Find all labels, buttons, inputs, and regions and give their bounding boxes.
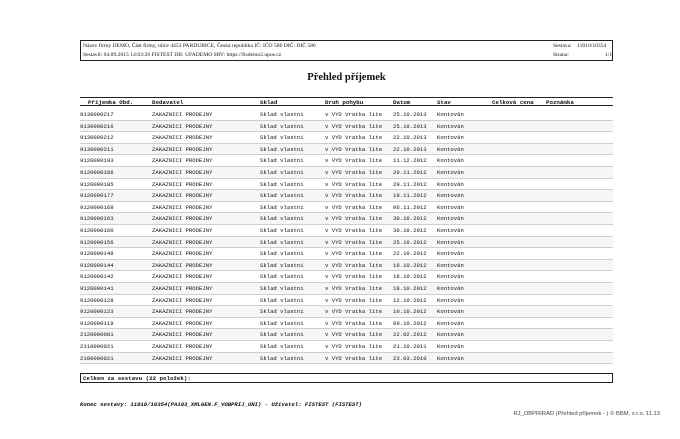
cell-sklad: Sklad vlastni: [260, 215, 304, 223]
cell-datum: 25.10.2013: [393, 111, 427, 118]
table-header: [80, 97, 613, 106]
cell-druh-pohybu: v VYD Vratka lite: [325, 296, 383, 304]
cell-prijemka: 9120000142: [80, 273, 114, 281]
cell-stav: Kontován: [437, 134, 464, 142]
cell-dodavatel: ZAKAZNICI PRODEJNY: [152, 122, 213, 130]
table-row: [80, 179, 613, 191]
cell-prijemka: 9120000123: [80, 308, 114, 316]
cell-datum: 22.10.2013: [393, 145, 427, 153]
table-row: [80, 353, 613, 365]
cell-prijemka: 9120000141: [80, 285, 114, 292]
col-celkova-cena: Celková cena: [492, 98, 534, 106]
cell-druh-pohybu: v VYD Vratka lite: [325, 343, 383, 350]
cell-stav: Kontován: [437, 296, 464, 304]
cell-druh-pohybu: v VYD Vratka lite: [325, 145, 383, 153]
cell-druh-pohybu: v VYD Vratka lite: [325, 111, 383, 118]
cell-druh-pohybu: v VYD Vratka lite: [325, 261, 383, 269]
cell-sklad: Sklad vlastni: [260, 343, 304, 350]
cell-druh-pohybu: v VYD Vratka lite: [325, 180, 383, 188]
report-header: [80, 40, 613, 61]
cell-datum: 22.02.2012: [393, 331, 427, 339]
cell-sklad: Sklad vlastni: [260, 319, 304, 327]
cell-stav: Kontován: [437, 273, 464, 281]
strana-label: Strana:: [553, 52, 569, 58]
cell-druh-pohybu: v VYD Vratka lite: [325, 273, 383, 281]
cell-sklad: Sklad vlastni: [260, 285, 304, 292]
cell-datum: 25.10.2012: [393, 238, 427, 246]
cell-prijemka: 9130000212: [80, 134, 114, 142]
cell-dodavatel: ZAKAZNICI PRODEJNY: [152, 192, 213, 200]
cell-sklad: Sklad vlastni: [260, 250, 304, 258]
cell-prijemka: 9130000216: [80, 122, 114, 130]
cell-sklad: Sklad vlastni: [260, 134, 304, 142]
sestava-value: 11010/10354: [577, 43, 607, 49]
cell-sklad: Sklad vlastni: [260, 203, 304, 211]
cell-stav: Kontován: [437, 343, 464, 350]
sestava-label: Sestava:: [553, 43, 572, 49]
cell-dodavatel: ZAKAZNICI PRODEJNY: [152, 111, 213, 118]
cell-stav: Kontován: [437, 192, 464, 200]
cell-sklad: Sklad vlastni: [260, 296, 304, 304]
cell-dodavatel: ZAKAZNICI PRODEJNY: [152, 273, 213, 281]
cell-stav: Kontován: [437, 319, 464, 327]
cell-prijemka: 9120000148: [80, 250, 114, 258]
cell-dodavatel: ZAKAZNICI PRODEJNY: [152, 134, 213, 142]
cell-prijemka: 9120000160: [80, 227, 114, 234]
cell-druh-pohybu: v VYD Vratka lite: [325, 285, 383, 292]
cell-datum: 19.10.2012: [393, 261, 427, 269]
cell-druh-pohybu: v VYD Vratka lite: [325, 227, 383, 234]
col-poznamka: Poznámka: [546, 98, 574, 106]
cell-stav: Kontován: [437, 285, 464, 292]
cell-sklad: Sklad vlastni: [260, 169, 304, 176]
generated-info: Sestavil: 04.09.2015 14:03:26 FISTEST DB: UFADEMO SRV: https://fisdemo2.upos.cz: [83, 52, 282, 58]
cell-sklad: Sklad vlastni: [260, 157, 304, 165]
table-row: [80, 202, 613, 214]
table-row: [80, 121, 613, 133]
total-label: Celkem za sestavu (22 položek):: [83, 375, 191, 382]
cell-prijemka: 9120000156: [80, 238, 114, 246]
cell-stav: Kontován: [437, 169, 464, 176]
cell-datum: 19.11.2012: [393, 192, 427, 200]
cell-stav: Kontován: [437, 180, 464, 188]
cell-dodavatel: ZAKAZNICI PRODEJNY: [152, 145, 213, 153]
table-row: [80, 329, 613, 341]
table-row: [80, 167, 613, 179]
cell-datum: 23.03.2010: [393, 354, 427, 362]
cell-druh-pohybu: v VYD Vratka lite: [325, 308, 383, 316]
table-row: [80, 144, 613, 156]
cell-dodavatel: ZAKAZNICI PRODEJNY: [152, 238, 213, 246]
cell-druh-pohybu: v VYD Vratka lite: [325, 192, 383, 200]
cell-prijemka: 9120000185: [80, 180, 114, 188]
cell-prijemka: 9130000211: [80, 145, 114, 153]
cell-stav: Kontován: [437, 111, 464, 118]
cell-sklad: Sklad vlastni: [260, 192, 304, 200]
cell-dodavatel: ZAKAZNICI PRODEJNY: [152, 180, 213, 188]
cell-druh-pohybu: v VYD Vratka lite: [325, 250, 383, 258]
cell-datum: 11.12.2012: [393, 157, 427, 165]
cell-dodavatel: ZAKAZNICI PRODEJNY: [152, 203, 213, 211]
table-row: [80, 213, 613, 225]
cell-sklad: Sklad vlastni: [260, 122, 304, 130]
table-row: [80, 271, 613, 283]
cell-prijemka: 2110000021: [80, 343, 114, 350]
cell-stav: Kontován: [437, 215, 464, 223]
cell-dodavatel: ZAKAZNICI PRODEJNY: [152, 354, 213, 362]
cell-druh-pohybu: v VYD Vratka lite: [325, 134, 383, 142]
cell-dodavatel: ZAKAZNICI PRODEJNY: [152, 308, 213, 316]
cell-sklad: Sklad vlastni: [260, 331, 304, 339]
cell-stav: Kontován: [437, 157, 464, 165]
cell-dodavatel: ZAKAZNICI PRODEJNY: [152, 215, 213, 223]
table-row: [80, 132, 613, 144]
cell-stav: Kontován: [437, 238, 464, 246]
table-row: [80, 155, 613, 167]
cell-datum: 12.10.2012: [393, 296, 427, 304]
table-row: [80, 225, 613, 237]
table-row: [80, 318, 613, 330]
col-dodavatel: Dodavatel: [152, 98, 184, 106]
cell-datum: 10.10.2012: [393, 308, 427, 316]
cell-prijemka: 9120000168: [80, 203, 114, 211]
strana-value: 1/1: [605, 52, 613, 58]
cell-dodavatel: ZAKAZNICI PRODEJNY: [152, 319, 213, 327]
cell-sklad: Sklad vlastni: [260, 354, 304, 362]
cell-sklad: Sklad vlastni: [260, 180, 304, 188]
cell-druh-pohybu: v VYD Vratka lite: [325, 354, 383, 362]
cell-datum: 18.10.2012: [393, 273, 427, 281]
cell-datum: 18.10.2012: [393, 285, 427, 292]
table-row: [80, 295, 613, 307]
cell-prijemka: 9120000119: [80, 319, 114, 327]
cell-prijemka: 9120000144: [80, 261, 114, 269]
cell-stav: Kontován: [437, 227, 464, 234]
cell-stav: Kontován: [437, 203, 464, 211]
cell-datum: 29.11.2012: [393, 180, 427, 188]
report-footer-id: RJ_OBPRIRAD (Přehled příjemek - ) © BBM, s.r.o. 11.13: [513, 411, 660, 417]
table-row: [80, 248, 613, 260]
cell-druh-pohybu: v VYD Vratka lite: [325, 157, 383, 165]
cell-stav: Kontován: [437, 250, 464, 258]
cell-dodavatel: ZAKAZNICI PRODEJNY: [152, 250, 213, 258]
table-row: [80, 237, 613, 249]
cell-sklad: Sklad vlastni: [260, 145, 304, 153]
cell-stav: Kontován: [437, 145, 464, 153]
cell-druh-pohybu: v VYD Vratka lite: [325, 122, 383, 130]
cell-prijemka: 9130000217: [80, 111, 114, 118]
cell-dodavatel: ZAKAZNICI PRODEJNY: [152, 169, 213, 176]
table-row: [80, 190, 613, 202]
cell-druh-pohybu: v VYD Vratka lite: [325, 169, 383, 176]
cell-prijemka: 2100000021: [80, 354, 114, 362]
cell-prijemka: 9120000163: [80, 215, 114, 223]
cell-stav: Kontován: [437, 331, 464, 339]
cell-datum: 22.10.2012: [393, 250, 427, 258]
page-title: Přehled příjemek: [307, 72, 386, 83]
cell-sklad: Sklad vlastni: [260, 238, 304, 246]
cell-druh-pohybu: v VYD Vratka lite: [325, 331, 383, 339]
cell-prijemka: 9120000186: [80, 169, 114, 176]
cell-sklad: Sklad vlastni: [260, 261, 304, 269]
report-end-note: Konec sestavy: 11010/10354(PA103_XMLGEN.F_VOBPRIJ_UNI) - Uživatel: FISTEST (FISTEST): [80, 401, 362, 408]
cell-dodavatel: ZAKAZNICI PRODEJNY: [152, 285, 213, 292]
table-row: [80, 260, 613, 272]
cell-prijemka: 9120000193: [80, 157, 114, 165]
cell-sklad: Sklad vlastni: [260, 273, 304, 281]
cell-stav: Kontován: [437, 122, 464, 130]
col-stav: Stav: [437, 98, 451, 106]
cell-datum: 30.10.2012: [393, 227, 427, 234]
cell-sklad: Sklad vlastni: [260, 111, 304, 118]
company-info: Název firmy DEMO, Část firmy, ulice 4453 PARDUBICE, Česká republika IČ: IČO 586 DIČ: DIČ 586: [83, 43, 316, 49]
cell-druh-pohybu: v VYD Vratka lite: [325, 215, 383, 223]
cell-druh-pohybu: v VYD Vratka lite: [325, 203, 383, 211]
col-sklad: Sklad: [260, 98, 278, 106]
cell-prijemka: 2120000081: [80, 331, 114, 339]
cell-datum: 30.10.2012: [393, 215, 427, 223]
total-row: [80, 373, 613, 383]
table-row: [80, 306, 613, 318]
cell-datum: 21.10.2011: [393, 343, 427, 350]
cell-prijemka: 9120000128: [80, 296, 114, 304]
col-datum: Datum: [393, 98, 411, 106]
cell-dodavatel: ZAKAZNICI PRODEJNY: [152, 157, 213, 165]
cell-stav: Kontován: [437, 354, 464, 362]
cell-stav: Kontován: [437, 308, 464, 316]
table-row: [80, 109, 613, 121]
table-row: [80, 283, 613, 295]
cell-dodavatel: ZAKAZNICI PRODEJNY: [152, 261, 213, 269]
cell-sklad: Sklad vlastni: [260, 227, 304, 234]
cell-datum: 06.11.2012: [393, 203, 427, 211]
cell-prijemka: 9120000177: [80, 192, 114, 200]
cell-sklad: Sklad vlastni: [260, 308, 304, 316]
cell-druh-pohybu: v VYD Vratka lite: [325, 319, 383, 327]
cell-stav: Kontován: [437, 261, 464, 269]
col-druh-pohybu: Druh pohybu: [325, 98, 364, 106]
cell-dodavatel: ZAKAZNICI PRODEJNY: [152, 343, 213, 350]
cell-datum: 09.10.2012: [393, 319, 427, 327]
cell-druh-pohybu: v VYD Vratka lite: [325, 238, 383, 246]
cell-dodavatel: ZAKAZNICI PRODEJNY: [152, 331, 213, 339]
cell-dodavatel: ZAKAZNICI PRODEJNY: [152, 296, 213, 304]
col-prijemka: Příjemka Obd.: [88, 98, 134, 106]
cell-datum: 22.10.2013: [393, 134, 427, 142]
cell-dodavatel: ZAKAZNICI PRODEJNY: [152, 227, 213, 234]
cell-datum: 29.11.2012: [393, 169, 427, 176]
table-row: [80, 341, 613, 353]
cell-datum: 25.10.2013: [393, 122, 427, 130]
